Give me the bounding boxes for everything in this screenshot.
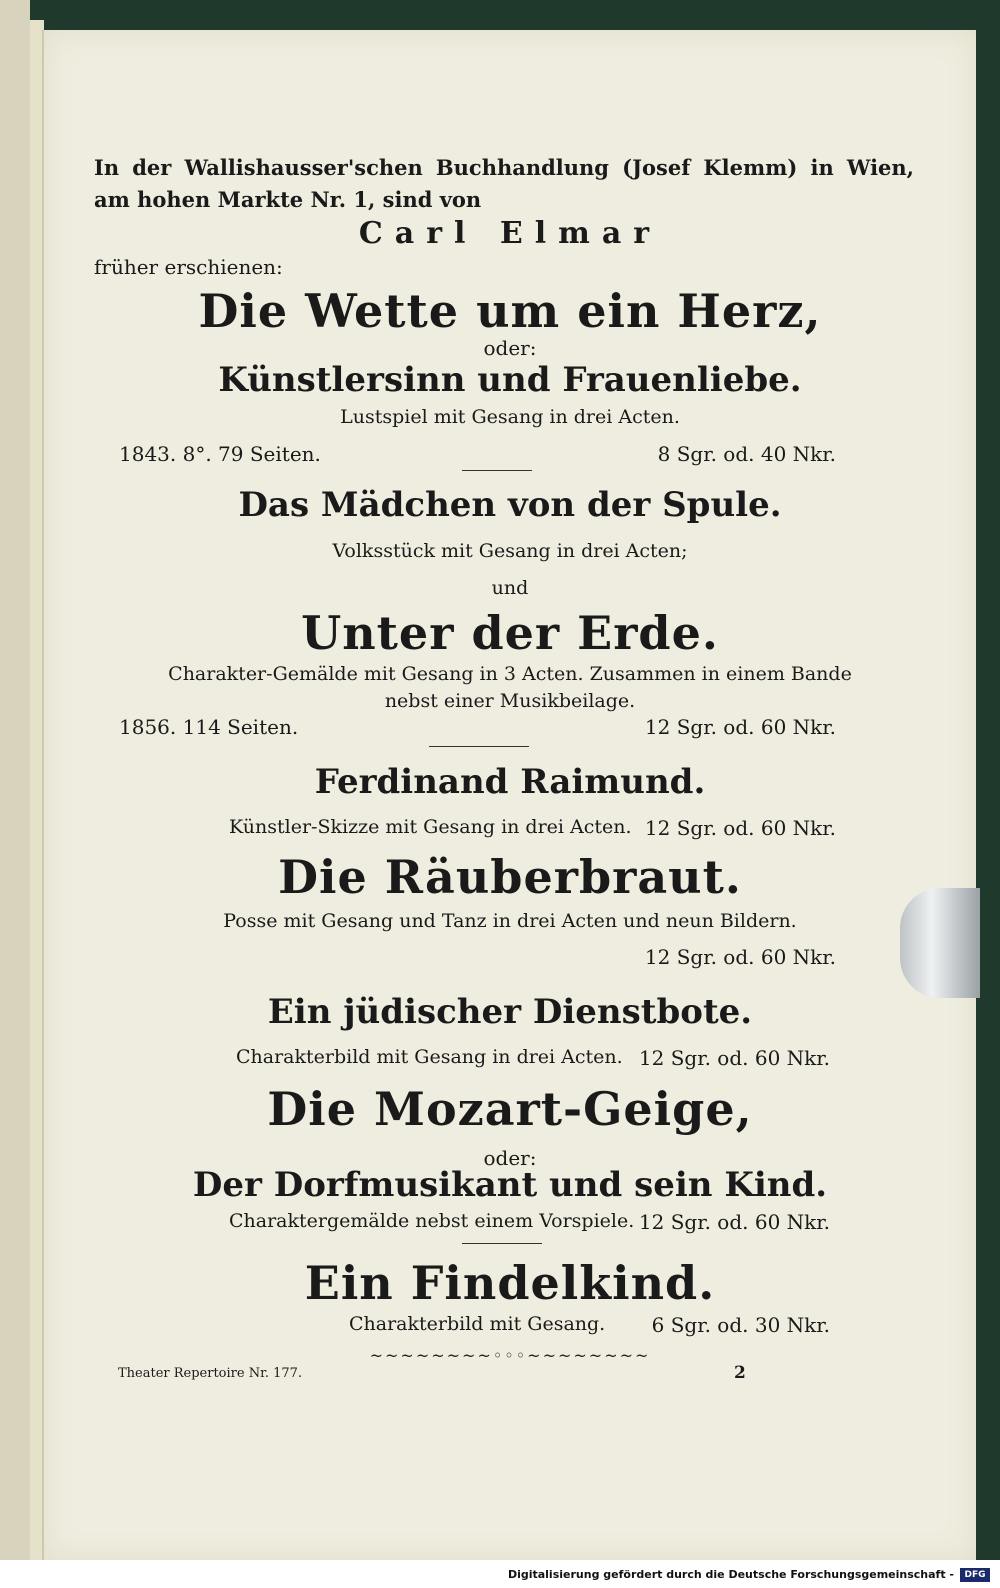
work-7-price: 12 Sgr. od. 60 Nkr. (638, 1210, 830, 1234)
work-3-year-pages: 1856. 114 Seiten. (119, 715, 299, 739)
work-4-description: Künstler-Skizze mit Gesang in drei Acten. (229, 816, 632, 838)
ornament-divider: ~~~~~~~~◦◦◦~~~~~~~~ (369, 1346, 651, 1365)
work-1-description: Lustspiel mit Gesang in drei Acten. (340, 406, 680, 428)
work-4-price: 12 Sgr. od. 60 Nkr. (644, 816, 836, 840)
signature-mark: 2 (734, 1363, 746, 1383)
work-8-price: 6 Sgr. od. 30 Nkr. (651, 1313, 830, 1337)
work-6-description: Charakterbild mit Gesang in drei Acten. (236, 1046, 623, 1068)
work-2-title: Das Mädchen von der Spule. (238, 485, 782, 525)
work-5-price: 12 Sgr. od. 60 Nkr. (644, 945, 836, 969)
separator-rule (429, 746, 529, 747)
work-8-title: Ein Findelkind. (304, 1256, 716, 1310)
work-1-title: Die Wette um ein Herz, (198, 284, 822, 338)
work-5-title: Die Räuberbraut. (278, 850, 742, 904)
scan-credit: Digitalisierung gefördert durch die Deutsche Forschungsgemeinschaft - (507, 1568, 954, 1581)
work-7-subtitle: Der Dorfmusikant und sein Kind. (192, 1165, 828, 1205)
work-1-year-pages: 1843. 8°. 79 Seiten. (119, 442, 321, 466)
work-7-title: Die Mozart-Geige, (267, 1082, 753, 1136)
scan-background-left (0, 0, 30, 1560)
work-3-description-2: nebst einer Musikbeilage. (384, 690, 636, 712)
work-6-title: Ein jüdischer Dienstbote. (267, 992, 753, 1032)
work-4-title: Ferdinand Raimund. (314, 762, 706, 802)
work-3-description-1: Charakter-Gemälde mit Gesang in 3 Acten. Zusammen in einem Bande (168, 663, 852, 685)
separator-rule (462, 1243, 542, 1244)
author-name: Carl Elmar (358, 216, 662, 251)
published-label: früher erschienen: (94, 255, 283, 279)
book-page (42, 30, 976, 1560)
work-7-description: Charaktergemälde nebst einem Vorspiele. (229, 1210, 635, 1232)
separator-rule (462, 470, 532, 471)
work-2-und: und (491, 577, 529, 599)
work-3-price: 12 Sgr. od. 60 Nkr. (644, 715, 836, 739)
work-1-price: 8 Sgr. od. 40 Nkr. (657, 442, 836, 466)
work-1-subtitle: Künstlersinn und Frauenliebe. (218, 360, 802, 400)
work-6-price: 12 Sgr. od. 60 Nkr. (638, 1046, 830, 1070)
page-clip (900, 888, 980, 998)
work-7-oder: oder: (483, 1146, 537, 1170)
dfg-logo: DFG (960, 1568, 990, 1582)
work-5-description: Posse mit Gesang und Tanz in drei Acten und neun Bildern. (223, 910, 797, 932)
work-1-oder: oder: (483, 336, 537, 360)
work-2-description: Volksstück mit Gesang in drei Acten; (332, 540, 688, 562)
series-footer: Theater Repertoire Nr. 177. (118, 1366, 303, 1381)
scan-footer-bar (0, 1560, 1000, 1588)
work-8-description: Charakterbild mit Gesang. (349, 1313, 606, 1335)
work-3-title: Unter der Erde. (301, 606, 719, 660)
intro-text: In der Wallishausser'schen Buchhandlung (Josef Klemm) in Wien, am hohen Markte Nr. 1, sind von (94, 155, 914, 212)
page-content (44, 30, 976, 1560)
